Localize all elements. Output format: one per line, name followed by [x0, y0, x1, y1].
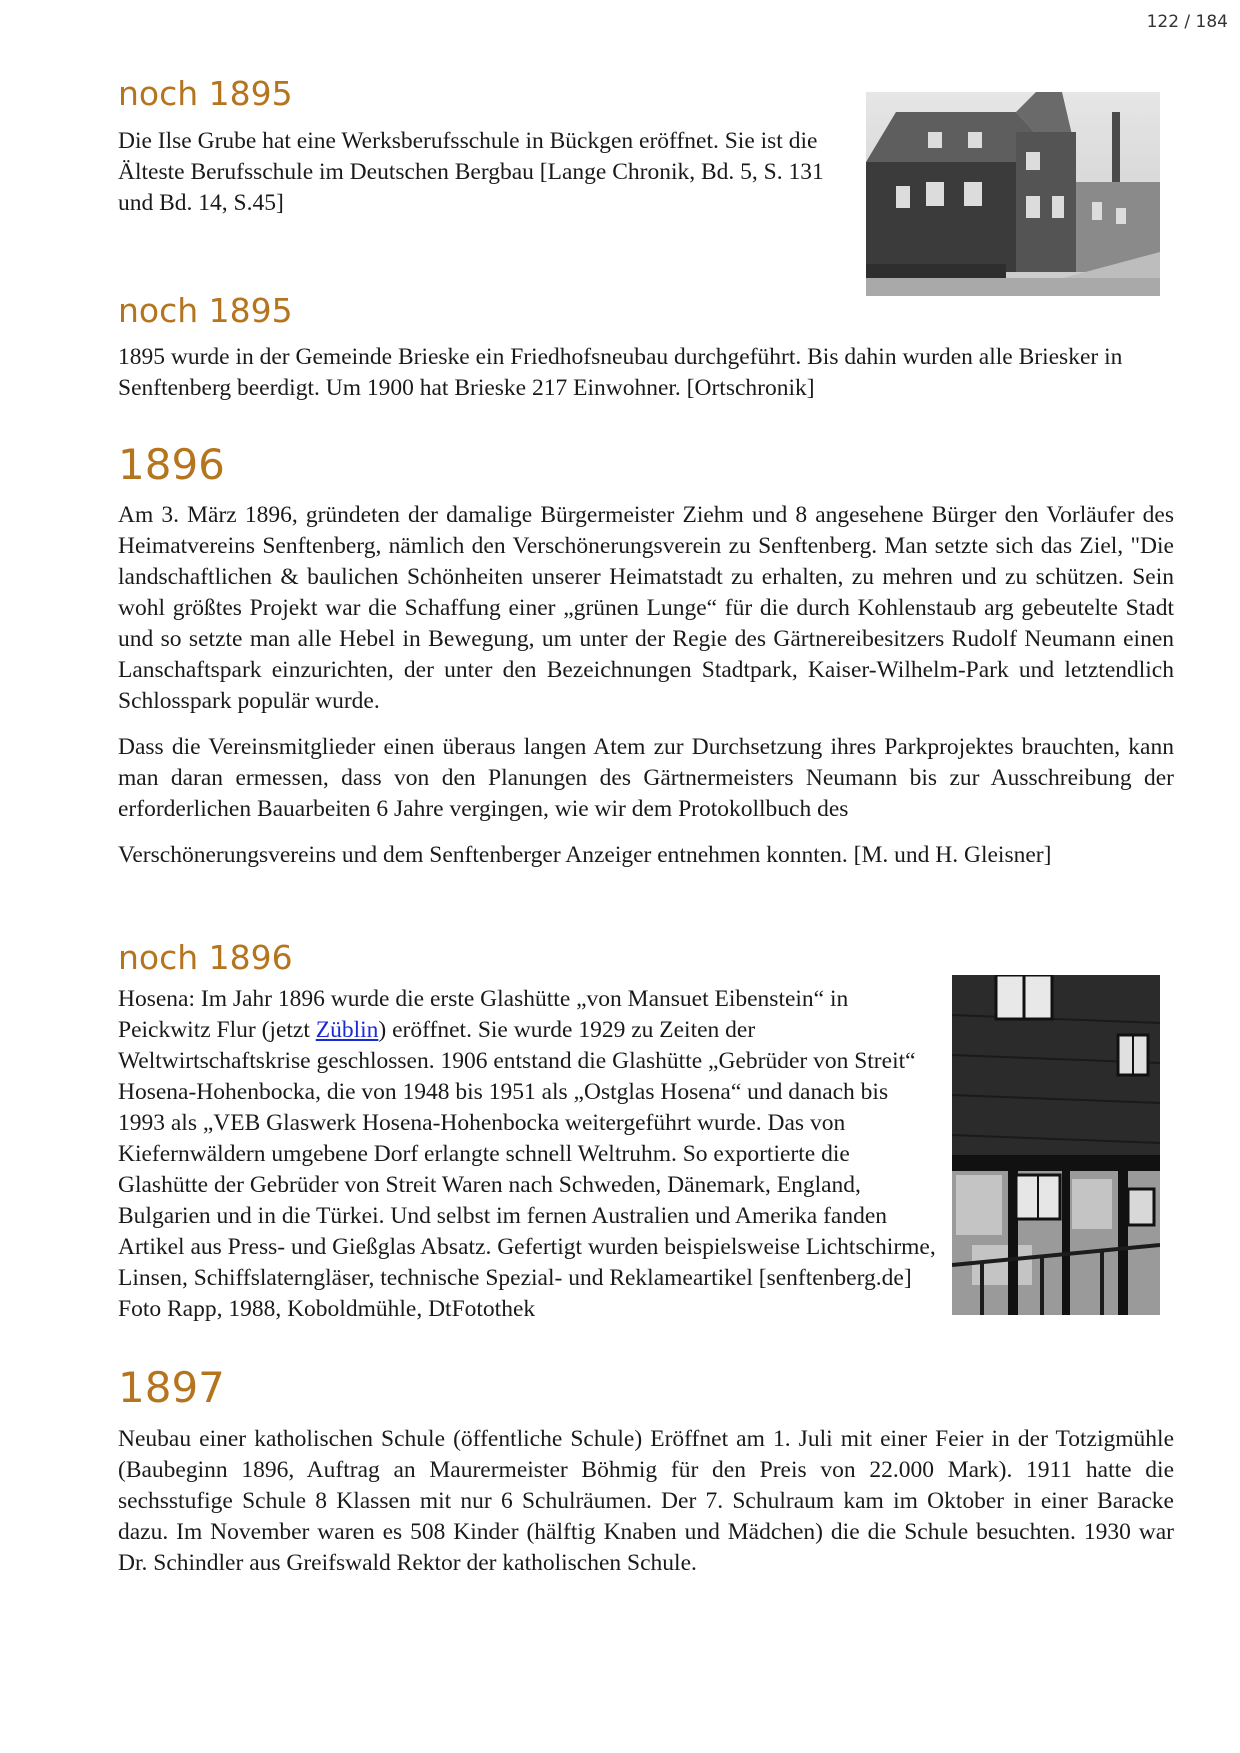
section-heading: 1896 — [118, 440, 225, 489]
zueblin-link[interactable]: Züblin — [315, 1017, 379, 1043]
section-heading: noch 1896 — [118, 938, 293, 977]
section-text — [118, 984, 940, 1325]
half-timbered-house-photo — [952, 975, 1160, 1315]
section-text: 1895 wurde in der Gemeinde Brieske ein Friedhofsneubau durchgeführt. Bis dahin wurden alle Briesker in Senftenberg beerdigt. Um 1900 hat Brieske 217 Einwohner. [Ortschronik] — [118, 344, 1123, 401]
section-text-part: Hosena: Im Jahr 1896 wurde die erste Glashütte „von Mansuet Eibenstein“ in Peickwitz Flur (jetzt — [118, 986, 849, 1043]
section-paragraph: Am 3. März 1896, gründeten der damalige Bürgermeister Ziehm und 8 angesehene Bürger den Vorläufer des Heimatvereins Senftenberg, nämlich den Verschönerungsverein zu Senftenberg. Man setzte sich das Ziel, "Die landschaftlichen & baulichen Schönheiten unserer Heimatstadt zu erhalten, zu mehren und zu schützen. Sein wohl größtes Projekt war die Schaffung einer „grünen Lunge“ für die durch Kohlenstaub arg gebeutelte Stadt und so setzte man alle Hebel in Bewegung, um unter der Regie des Gärtnereibesitzers Rudolf Neumann einen Lanschaftspark einzurichten, der unter den Bezeichnungen Stadtpark, Kaiser-Wilhelm-Park und letztendlich Schlosspark populär wurde. — [118, 502, 1174, 714]
section-paragraph: Verschönerungsvereins und dem Senftenberger Anzeiger entnehmen konnten. [M. und H. Gleisner] — [118, 842, 1052, 868]
school-building-photo — [866, 92, 1160, 296]
section-heading: 1897 — [118, 1363, 225, 1412]
section-heading: noch 1895 — [118, 291, 293, 330]
section-text: Die Ilse Grube hat eine Werksberufsschule in Bückgen eröffnet. Sie ist die Älteste Berufsschule im Deutschen Bergbau [Lange Chronik, Bd. 5, S. 131 und Bd. 14, S.45] — [118, 128, 824, 216]
page-number: 122 / 184 — [1146, 12, 1228, 32]
section-text: Neubau einer katholischen Schule (öffentliche Schule) Eröffnet am 1. Juli mit einer Feier in der Totzigmühle (Baubeginn 1896, Auftrag an Maurermeister Böhmig für den Preis von 22.000 Mark). 1911 hatte die sechsstufige Schule 8 Klassen mit nur 6 Schulräumen. Der 7. Schulraum kam im Oktober in einer Baracke dazu. Im November waren es 508 Kinder (hälftig Knaben und Mädchen) die die Schule besuchten. 1930 war Dr. Schindler aus Greifswald Rektor der katholischen Schule. — [118, 1426, 1174, 1576]
section-paragraph: Dass die Vereinsmitglieder einen überaus langen Atem zur Durchsetzung ihres Parkprojektes brauchten, kann man daran ermessen, dass von den Planungen des Gärtnermeisters Neumann bis zur Ausschreibung der erforderlichen Bauarbeiten 6 Jahre vergingen, wie wir dem Protokollbuch des — [118, 734, 1174, 822]
section-heading: noch 1895 — [118, 74, 293, 113]
section-text-part: ) eröffnet. Sie wurde 1929 zu Zeiten der Weltwirtschaftskrise geschlossen. 1906 entstand die Glashütte „Gebrüder von Streit“ Hosena-Hohenbocka, die von 1948 bis 1951 als „Ostglas Hosena“ und danach bis 1993 als „VEB Glaswerk Hosena-Hohenbocka weitergeführt wurde. Das von Kiefernwäldern umgebene Dorf erlangte schnell Weltruhm. So exportierte die Glashütte der Gebrüder von Streit Waren nach Schweden, Dänemark, England, Bulgarien und in die Türkei. Und selbst im fernen Australien und Amerika fanden Artikel aus Press- und Gießglas Absatz. Gefertigt wurden beispielsweise Lichtschirme, Linsen, Schiffslaterngläser, technische Spezial- und Reklameartikel [senftenberg.de] Foto Rapp, 1988, Koboldmühle, DtFotothek — [118, 1017, 936, 1322]
